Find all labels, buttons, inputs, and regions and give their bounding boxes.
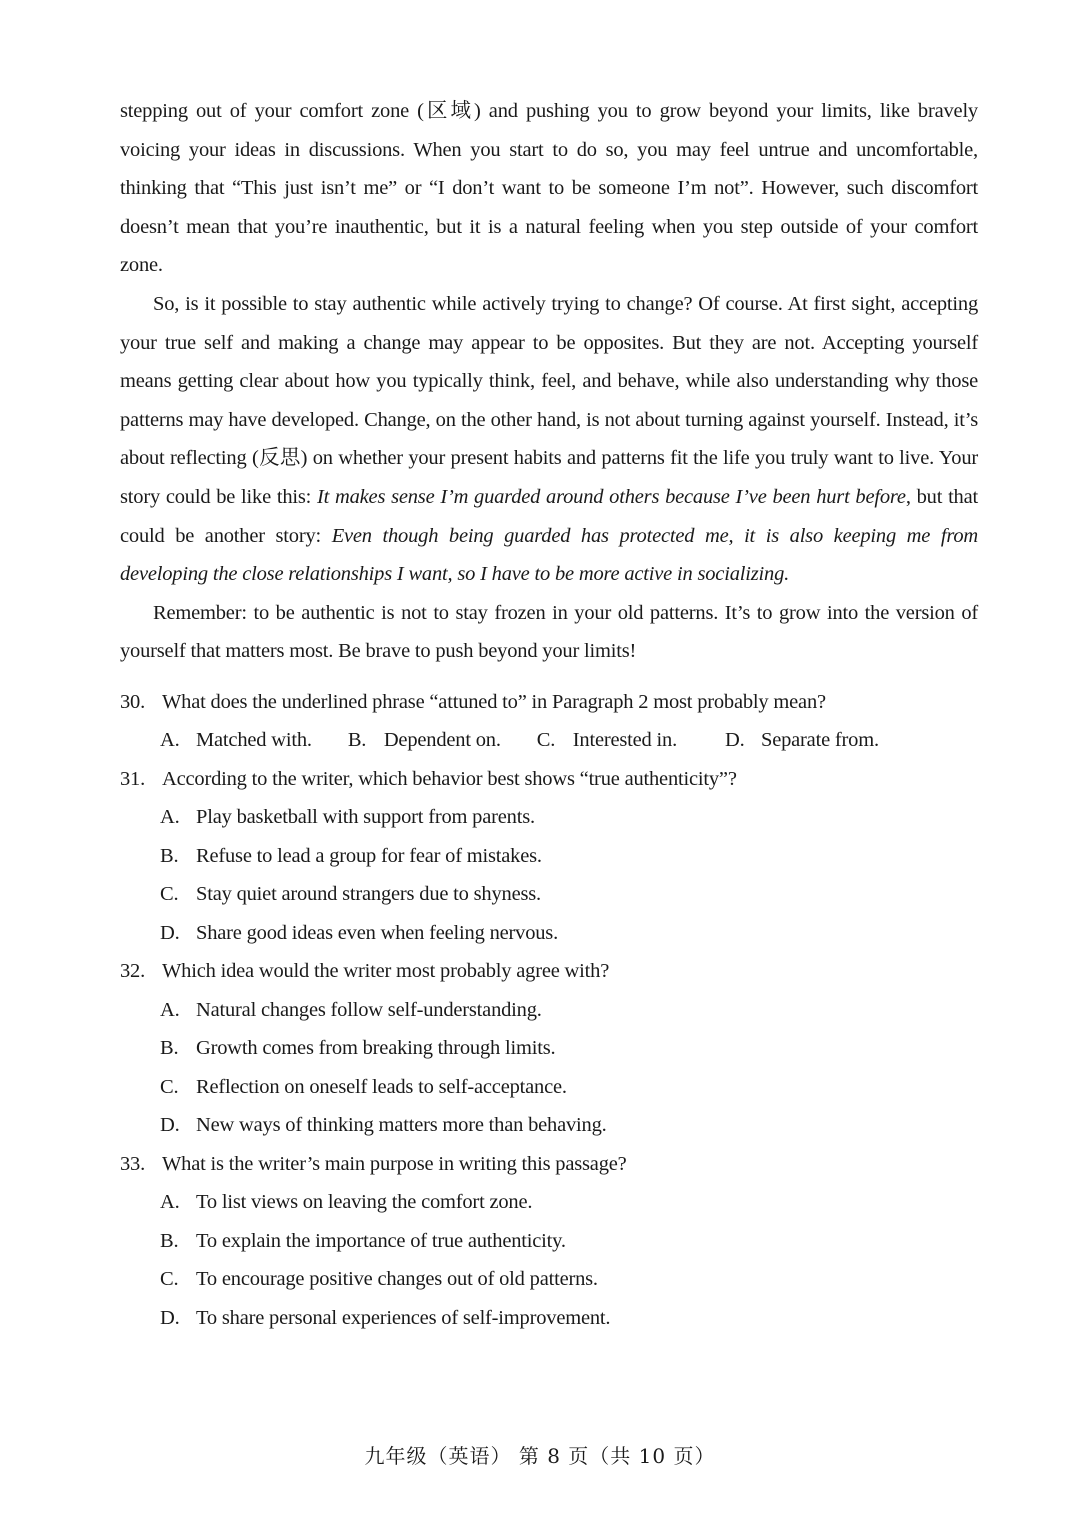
option-d[interactable] — [120, 1106, 978, 1145]
option-text: Stay quiet around strangers due to shyness. — [196, 883, 541, 906]
option-letter: B. — [160, 1229, 179, 1252]
option-text: Natural changes follow self-understanding. — [196, 998, 542, 1021]
question-number: 33. — [120, 1152, 146, 1175]
option-a[interactable] — [120, 798, 978, 837]
option-text: Matched with. — [196, 729, 312, 752]
question-text: Which idea would the writer most probably agree with? — [162, 960, 610, 983]
option-letter: D. — [725, 729, 745, 752]
option-text: To list views on leaving the comfort zone. — [196, 1191, 533, 1214]
question-text: What is the writer’s main purpose in writing this passage? — [162, 1152, 627, 1175]
question-stem — [120, 683, 978, 722]
option-letter: C. — [160, 883, 179, 906]
question-text: According to the writer, which behavior best shows “true authenticity”? — [162, 767, 737, 790]
question-number: 30. — [120, 690, 146, 713]
question-number: 32. — [120, 960, 146, 983]
option-letter: D. — [160, 921, 180, 944]
question-32 — [120, 952, 978, 1145]
option-text: Play basketball with support from parents. — [196, 806, 535, 829]
question-text: What does the underlined phrase “attuned to” in Paragraph 2 most probably mean? — [162, 690, 826, 713]
paragraph-2-italic-a: It makes sense I’m guarded around others because I’ve been hurt before — [317, 485, 906, 508]
option-d[interactable] — [725, 721, 879, 760]
option-letter: A. — [160, 998, 180, 1021]
question-31 — [120, 760, 978, 953]
option-letter: B. — [347, 729, 367, 752]
paragraph-2-italic-b: Even though being guarded has protected me, it is also keeping me from developing the close relationships I want, so I have to be more active in socializing. — [120, 524, 978, 586]
option-text: New ways of thinking matters more than behaving. — [196, 1114, 607, 1137]
option-text: Reflection on oneself leads to self-acceptance. — [196, 1075, 567, 1098]
exam-page — [120, 92, 978, 1337]
option-text: Dependent on. — [383, 729, 501, 752]
option-letter: B. — [160, 1037, 179, 1060]
option-text: Growth comes from breaking through limits. — [196, 1037, 556, 1060]
option-text: Share good ideas even when feeling nervous. — [196, 921, 558, 944]
question-stem — [120, 760, 978, 799]
option-text: Refuse to lead a group for fear of mistakes. — [196, 844, 542, 867]
option-letter: D. — [160, 1306, 180, 1329]
passage-paragraph-2 — [120, 285, 978, 594]
paragraph-2-text-b: , but that could be another story: — [120, 485, 979, 547]
option-letter: A. — [160, 806, 180, 829]
question-list — [120, 683, 978, 1338]
question-stem — [120, 1145, 978, 1184]
passage-paragraph-1: stepping out of your comfort zone (区域) and pushing you to grow beyond your limits, like bravely voicing your ideas in discussions. When you start to do so, you may feel untrue and uncomfortable, thinking that “This just isn’t me” or “I don’t want to be someone I’m not”. However, such discomfort doesn’t mean that you’re inauthentic, but it is a natural feeling when you step outside of your comfort zone. — [120, 100, 978, 277]
option-letter: C. — [160, 1075, 179, 1098]
passage-paragraph-3: Remember: to be authentic is not to stay frozen in your old patterns. It’s to grow into the version of yourself that matters most. Be brave to push beyond your limits! — [120, 601, 978, 663]
question-stem — [120, 952, 978, 991]
option-text: To share personal experiences of self-improvement. — [196, 1306, 611, 1329]
option-letter: D. — [160, 1114, 180, 1137]
question-number: 31. — [120, 767, 146, 790]
option-letter: C. — [536, 729, 556, 752]
option-row — [120, 721, 978, 760]
option-letter: C. — [160, 1268, 179, 1291]
question-30 — [120, 683, 978, 760]
option-text: To explain the importance of true authenticity. — [196, 1229, 566, 1252]
option-d[interactable] — [120, 1299, 978, 1338]
option-letter: A. — [160, 1191, 180, 1214]
option-b[interactable] — [120, 1222, 978, 1261]
option-c[interactable] — [120, 875, 978, 914]
option-a[interactable] — [160, 721, 312, 760]
option-a[interactable] — [120, 1183, 978, 1222]
option-b[interactable] — [348, 721, 501, 760]
option-text: Separate from. — [761, 729, 879, 752]
question-33 — [120, 1145, 978, 1338]
option-c[interactable] — [120, 1260, 978, 1299]
option-d[interactable] — [120, 914, 978, 953]
option-b[interactable] — [120, 1029, 978, 1068]
option-text: To encourage positive changes out of old patterns. — [196, 1268, 598, 1291]
paragraph-2-text-a: So, is it possible to stay authentic while actively trying to change? Of course. At first sight, accepting your true self and making a change may appear to be opposites. But they are not. Accepting yourself means getting clear about how you typically think, feel, and behave, while also understanding why those patterns may have developed. Change, on the other hand, is not about turning against yourself. Instead, it’s about reflecting (反思) on whether your present habits and patterns fit the life you truly want to live. Your story could be like this: — [120, 292, 978, 508]
option-c[interactable] — [120, 1068, 978, 1107]
page-footer: 九年级（英语） 第 8 页（共 10 页） — [364, 1444, 716, 1468]
option-letter: A. — [160, 729, 180, 752]
option-c[interactable] — [537, 721, 677, 760]
option-a[interactable] — [120, 991, 978, 1030]
option-text: Interested in. — [572, 729, 677, 752]
option-b[interactable] — [120, 837, 978, 876]
option-letter: B. — [160, 844, 179, 867]
